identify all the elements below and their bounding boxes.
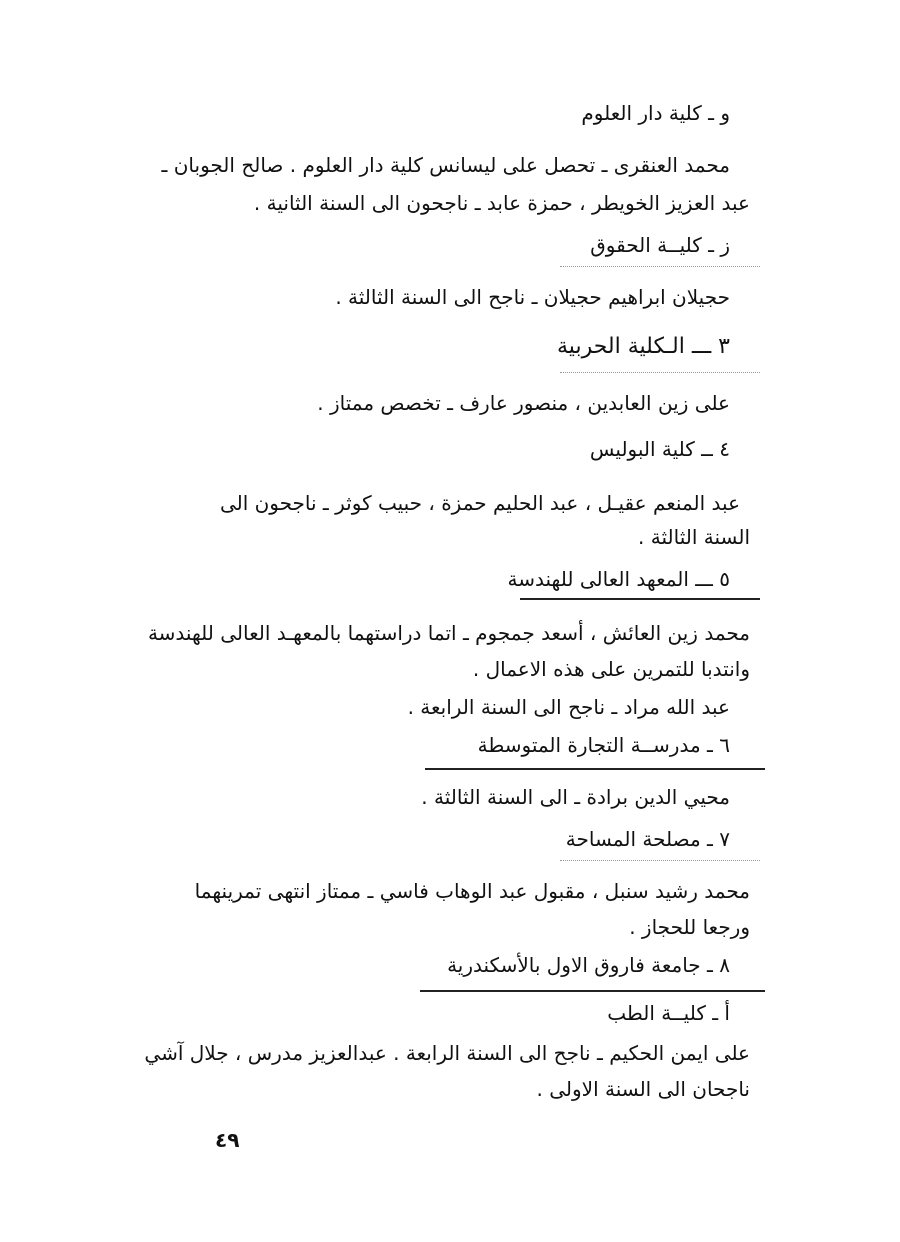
paragraph-line: عبد العزيز الخويطر ، حمزة عابد ـ ناجحون الى السنة الثانية . [253, 191, 750, 215]
divider [420, 990, 765, 992]
paragraph-line: محيي الدين برادة ـ الى السنة الثالثة . [421, 785, 730, 809]
paragraph-line: حجيلان ابراهيم حجيلان ـ ناجح الى السنة الثالثة . [335, 285, 730, 309]
section-heading-engineering: ٥ ـــ المعهد العالى للهندسة [507, 567, 730, 591]
paragraph-line: محمد رشيد سنبل ، مقبول عبد الوهاب فاسي ـ ممتاز انتهى تمرينهما [194, 879, 750, 903]
section-heading-survey-dept: ٧ ـ مصلحة المساحة [565, 827, 730, 851]
paragraph-line: وانتدبا للتمرين على هذه الاعمال . [472, 657, 750, 681]
section-heading-commerce-school: ٦ ـ مدرســة التجارة المتوسطة [477, 733, 730, 757]
divider [520, 598, 760, 600]
section-heading-military: ٣ ـــ الـكلية الحربية [557, 334, 730, 359]
divider [560, 860, 760, 861]
paragraph-line: محمد العنقرى ـ تحصل على ليسانس كلية دار العلوم . صالح الجوبان ـ [161, 153, 730, 177]
section-heading-dar-al-uloom: و ـ كلية دار العلوم [581, 101, 730, 125]
page-number: ٤٩ [215, 1128, 240, 1152]
divider [560, 372, 760, 373]
section-heading-law: ز ـ كليــة الحقوق [590, 233, 730, 257]
paragraph-line: على ايمن الحكيم ـ ناجح الى السنة الرابعة . عبدالعزيز مدرس ، جلال آشي [144, 1041, 750, 1065]
paragraph-line: عبد المنعم عقيـل ، عبد الحليم حمزة ، حبيب كوثر ـ ناجحون الى [219, 491, 740, 515]
section-heading-farouk-university: ٨ ـ جامعة فاروق الاول بالأسكندرية [447, 953, 730, 977]
paragraph-line: على زين العابدين ، منصور عارف ـ تخصص ممتاز . [317, 391, 730, 415]
paragraph-line: السنة الثالثة . [638, 525, 750, 549]
divider [560, 266, 760, 267]
paragraph-line: عبد الله مراد ـ ناجح الى السنة الرابعة . [407, 695, 730, 719]
divider [425, 768, 765, 770]
section-heading-police: ٤ ــ كلية البوليس [589, 437, 730, 461]
section-heading-medicine: أ ـ كليــة الطب [607, 1001, 730, 1025]
paragraph-line: ورجعا للحجاز . [629, 915, 750, 939]
paragraph-line: ناجحان الى السنة الاولى . [536, 1077, 750, 1101]
paragraph-line: محمد زين العائش ، أسعد جمجوم ـ اتما دراستهما بالمعهـد العالى للهندسة [147, 621, 750, 645]
